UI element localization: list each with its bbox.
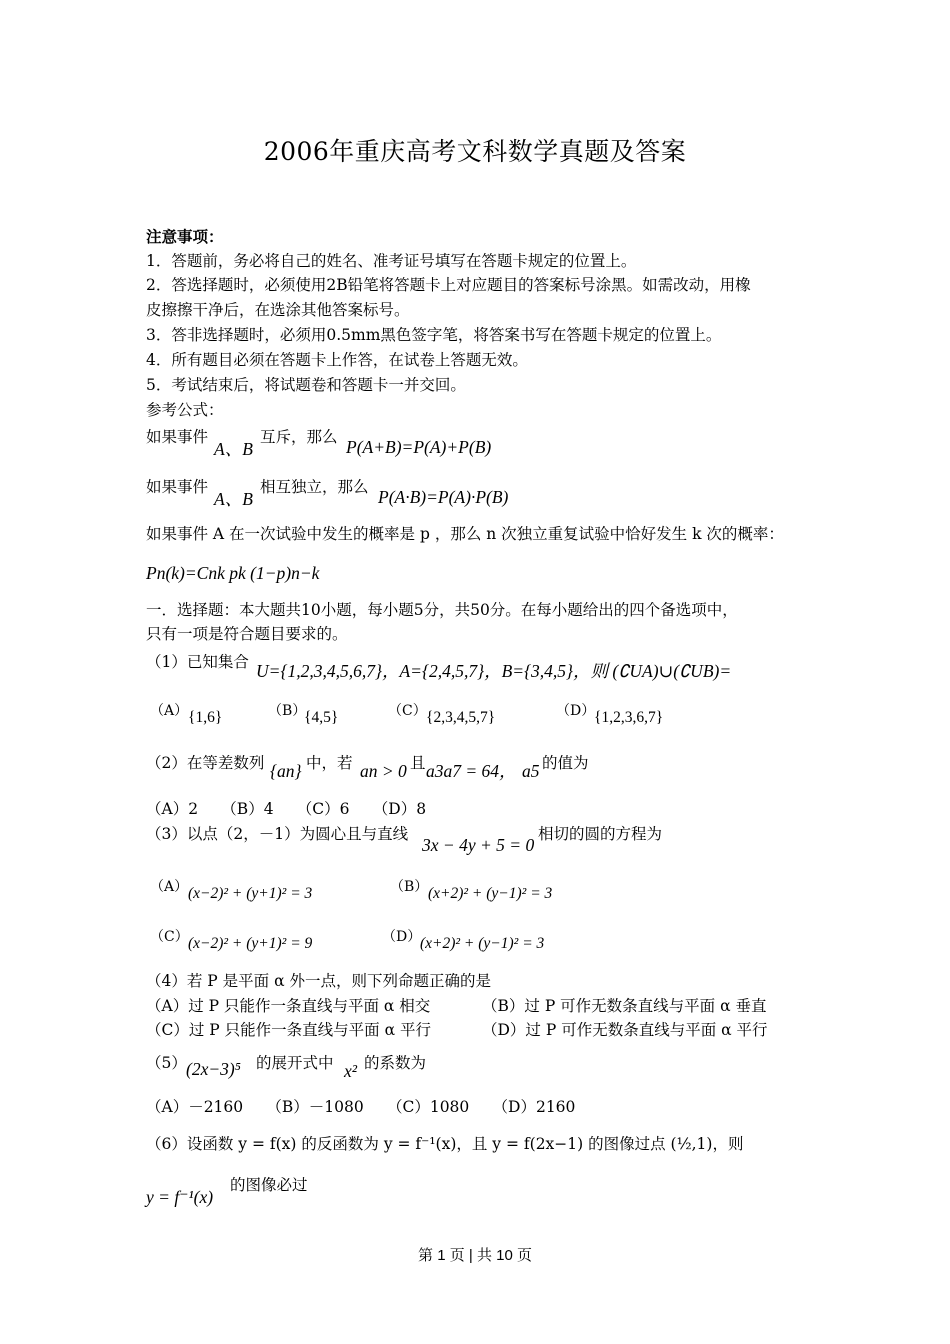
notice-item-4: 4．所有题目必须在答题卡上作答，在试卷上答题无效。 bbox=[146, 351, 528, 369]
q4-option-a: （A）过 P 只能作一条直线与平面 α 相交 bbox=[146, 997, 431, 1015]
formula-2-math: P(A·B)=P(A)·P(B) bbox=[378, 487, 509, 507]
formula-heading: 参考公式： bbox=[146, 401, 224, 419]
q2-text-d: 的值为 bbox=[542, 754, 589, 772]
notice-item-3: 3．答非选择题时，必须用0.5mm黑色签字笔，将答案书写在答题卡规定的位置上。 bbox=[146, 326, 722, 344]
formula-3-text: 如果事件 A 在一次试验中发生的概率是 p ，那么 n 次独立重复试验中恰好发生 k 次的概率： bbox=[146, 525, 784, 543]
q4-option-c: （C）过 P 只能作一条直线与平面 α 平行 bbox=[146, 1021, 431, 1039]
notice-item-2-cont: 皮擦擦干净后，在选涂其他答案标号。 bbox=[146, 301, 410, 319]
q2-text-b: 中，若 bbox=[306, 754, 353, 772]
page-title: 2006年重庆高考文科数学真题及答案 bbox=[263, 137, 687, 166]
q5-options: （A）－2160 （B）－1080 （C）1080 （D）2160 bbox=[146, 1098, 576, 1116]
q2-a5: a5 bbox=[522, 761, 540, 781]
q5-x-squared: x² bbox=[344, 1061, 358, 1081]
notice-item-2: 2．答选择题时，必须使用2B铅笔将答题卡上对应题目的答案标号涂黑。如需改动，用橡 bbox=[146, 276, 751, 294]
q4-option-b: （B）过 P 可作无数条直线与平面 α 垂直 bbox=[482, 997, 767, 1015]
q1-option-d-label: （D） bbox=[556, 703, 596, 719]
q3-option-b-label: （B） bbox=[390, 879, 429, 895]
q3-option-b: (x+2)² + (y−1)² = 3 bbox=[428, 885, 553, 902]
formula-1-math: P(A+B)=P(A)+P(B) bbox=[346, 437, 492, 457]
q2-options: （A）2 （B）4 （C）6 （D）8 bbox=[146, 800, 427, 818]
notice-item-5: 5．考试结束后，将试题卷和答题卡一并交回。 bbox=[146, 376, 466, 394]
formula-1-events: A、B bbox=[214, 439, 253, 459]
q2-text-a: （2）在等差数列 bbox=[146, 754, 265, 772]
formula-3-math: Pn(k)=Cnk pk (1−p)n−k bbox=[146, 563, 320, 583]
q3-option-a: (x−2)² + (y+1)² = 3 bbox=[188, 885, 313, 902]
notice-heading: 注意事项： bbox=[146, 227, 224, 246]
q6-line-2-text: 的图像必过 bbox=[230, 1176, 308, 1194]
q6-line-2-math: y = f⁻¹(x) bbox=[146, 1187, 214, 1207]
q1-option-b-label: （B） bbox=[268, 703, 307, 719]
formula-1-text-a: 如果事件 bbox=[146, 428, 209, 446]
q2-sequence: {an} bbox=[270, 761, 302, 781]
q4-option-d: （D）过 P 可作无数条直线与平面 α 平行 bbox=[482, 1021, 768, 1039]
q1-option-a-label: （A） bbox=[150, 703, 189, 719]
section-1-line-2: 只有一项是符合题目要求的。 bbox=[146, 625, 348, 643]
q3-option-c-label: （C） bbox=[150, 929, 189, 945]
q1-stem-text: （1）已知集合 bbox=[146, 653, 249, 671]
q6-line-1: （6）设函数 y = f(x) 的反函数为 y = f⁻¹(x)，且 y = f(2x−1) 的图像过点 (½,1)，则 bbox=[146, 1135, 744, 1153]
q3-text-b: 相切的圆的方程为 bbox=[538, 825, 663, 843]
formula-1-text-b: 互斥，那么 bbox=[260, 428, 338, 446]
q3-option-c: (x−2)² + (y+1)² = 9 bbox=[188, 935, 313, 952]
q1-option-c: {2,3,4,5,7} bbox=[426, 709, 496, 726]
q3-line-equation: 3x − 4y + 5 = 0 bbox=[422, 835, 535, 855]
q3-text-a: （3）以点（2，－1）为圆心且与直线 bbox=[146, 825, 409, 843]
q1-option-a: {1,6} bbox=[188, 709, 223, 726]
q3-option-d-label: （D） bbox=[382, 929, 422, 945]
q2-text-c: 且 bbox=[410, 754, 426, 772]
q5-text-a: （5） bbox=[146, 1054, 187, 1072]
q2-condition-1: an > 0 bbox=[360, 761, 407, 781]
q4-stem: （4）若 P 是平面 α 外一点，则下列命题正确的是 bbox=[146, 972, 491, 990]
q5-expression: (2x−3)⁵ bbox=[186, 1059, 241, 1079]
q1-option-d: {1,2,3,6,7} bbox=[594, 709, 664, 726]
q5-text-b: 的展开式中 bbox=[256, 1054, 334, 1072]
section-1-line-1: 一．选择题：本大题共10小题，每小题5分，共50分。在每小题给出的四个备选项中， bbox=[146, 601, 738, 619]
formula-2-events: A、B bbox=[214, 489, 253, 509]
formula-2-text-a: 如果事件 bbox=[146, 478, 209, 496]
page-footer: 第 1 页 | 共 10 页 bbox=[418, 1247, 532, 1264]
q1-option-b: {4,5} bbox=[304, 709, 339, 726]
q5-text-c: 的系数为 bbox=[364, 1054, 427, 1072]
q1-option-c-label: （C） bbox=[388, 703, 427, 719]
q2-condition-2: a3a7 = 64， bbox=[426, 761, 517, 781]
q1-stem-math: U={1,2,3,4,5,6,7}，A={2,4,5,7}，B={3,4,5}，则 (∁UA)∪(∁UB)= bbox=[256, 661, 732, 681]
notice-item-1: 1．答题前，务必将自己的姓名、准考证号填写在答题卡规定的位置上。 bbox=[146, 252, 637, 270]
formula-2-text-b: 相互独立，那么 bbox=[260, 478, 369, 496]
q3-option-d: (x+2)² + (y−1)² = 3 bbox=[420, 935, 545, 952]
q3-option-a-label: （A） bbox=[150, 879, 189, 895]
